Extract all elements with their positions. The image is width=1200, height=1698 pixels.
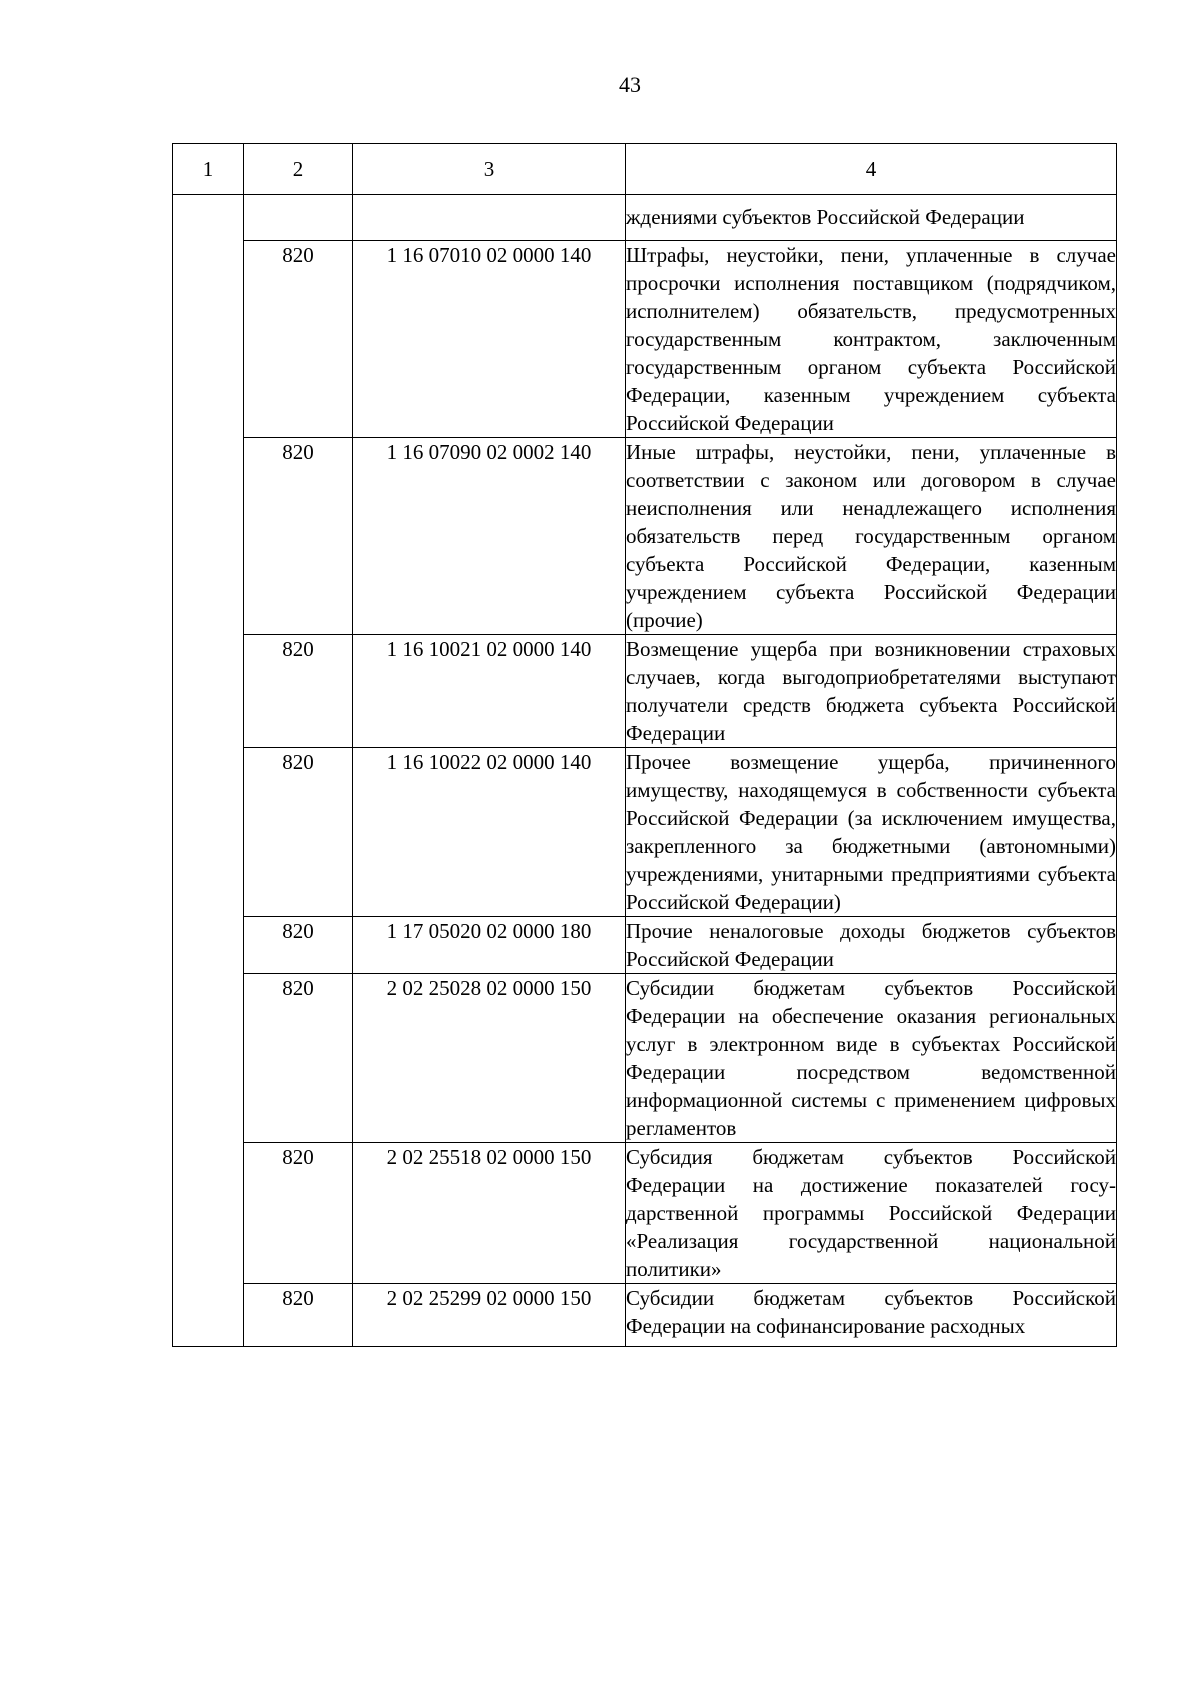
admin-code-cell [244, 195, 353, 241]
row-number-cell [173, 1284, 244, 1347]
table-row [173, 1284, 1117, 1347]
table-row [173, 748, 1117, 917]
table-row [173, 195, 1117, 241]
admin-code-cell: 820 [244, 438, 353, 635]
table-row [173, 974, 1117, 1143]
description-cell: ждениями субъектов Российской Федерации [626, 195, 1117, 241]
row-number-cell [173, 974, 244, 1143]
admin-code-cell: 820 [244, 635, 353, 748]
column-header-3: 3 [353, 144, 626, 195]
page-number: 43 [619, 72, 641, 97]
description-cell: Субсидии бюджетам субъектов Российской Федерации на обеспечение оказания региональных услуг в электронном виде в субъектах Российской Федерации посредством ведомственной информационной системы с применением цифровых регламентов [626, 974, 1117, 1143]
table-row [173, 438, 1117, 635]
table-header-row [173, 144, 1117, 195]
description-cell: Штрафы, неустойки, пени, уплаченные в случае просрочки исполнения поставщиком (подрядчиком, исполнителем) обязательств, предусмотренных государственным контрактом, заключенным государственным органом субъекта Российской Федерации, казенным учреждением субъекта Российской Федерации [626, 241, 1117, 438]
admin-code-cell: 820 [244, 241, 353, 438]
admin-code-cell: 820 [244, 1284, 353, 1347]
row-number-cell [173, 917, 244, 974]
table-row [173, 1143, 1117, 1284]
budget-codes-table [172, 143, 1117, 1347]
budget-code-cell: 1 16 07090 02 0002 140 [353, 438, 626, 635]
budget-code-cell [353, 195, 626, 241]
admin-code-cell: 820 [244, 974, 353, 1143]
admin-code-cell: 820 [244, 748, 353, 917]
column-header-2: 2 [244, 144, 353, 195]
admin-code-cell: 820 [244, 917, 353, 974]
row-number-cell [173, 241, 244, 438]
budget-code-cell: 1 17 05020 02 0000 180 [353, 917, 626, 974]
description-cell: Прочее возмещение ущерба, причиненного имуществу, находящемуся в собственности субъекта Российской Федерации (за исключением имущества, закрепленного за бюджетными (автономными) учреждениями, унитарными предприятиями субъекта Российской Федерации) [626, 748, 1117, 917]
budget-code-cell: 1 16 07010 02 0000 140 [353, 241, 626, 438]
table-row [173, 635, 1117, 748]
column-header-4: 4 [626, 144, 1117, 195]
description-cell: Иные штрафы, неустойки, пени, уплаченные в соответствии с законом или договором в случае неисполнения или ненадлежащего исполнения обязательств перед государственным органом субъекта Российской Федерации, казенным учреждением субъекта Российской Федерации (прочие) [626, 438, 1117, 635]
table-row [173, 241, 1117, 438]
description-cell: Субсидии бюджетам субъектов Российской Федерации на софинансирование расходных [626, 1284, 1117, 1347]
row-number-cell [173, 438, 244, 635]
budget-code-cell: 2 02 25518 02 0000 150 [353, 1143, 626, 1284]
description-cell: Субсидия бюджетам субъектов Российской Федерации на достижение показателей государственной программы Российской Федерации «Реализация государственной национальной политики» [626, 1143, 1117, 1284]
column-header-1: 1 [173, 144, 244, 195]
description-cell: Возмещение ущерба при возникновении страховых случаев, когда выгодоприобретателями выступают получатели средств бюджета субъекта Российской Федерации [626, 635, 1117, 748]
budget-code-cell: 1 16 10022 02 0000 140 [353, 748, 626, 917]
description-cell: Прочие неналоговые доходы бюджетов субъектов Российской Федерации [626, 917, 1117, 974]
row-number-cell [173, 195, 244, 241]
admin-code-cell: 820 [244, 1143, 353, 1284]
row-number-cell [173, 748, 244, 917]
budget-code-cell: 1 16 10021 02 0000 140 [353, 635, 626, 748]
row-number-cell [173, 1143, 244, 1284]
row-number-cell [173, 635, 244, 748]
table-row [173, 917, 1117, 974]
budget-code-cell: 2 02 25299 02 0000 150 [353, 1284, 626, 1347]
budget-code-cell: 2 02 25028 02 0000 150 [353, 974, 626, 1143]
